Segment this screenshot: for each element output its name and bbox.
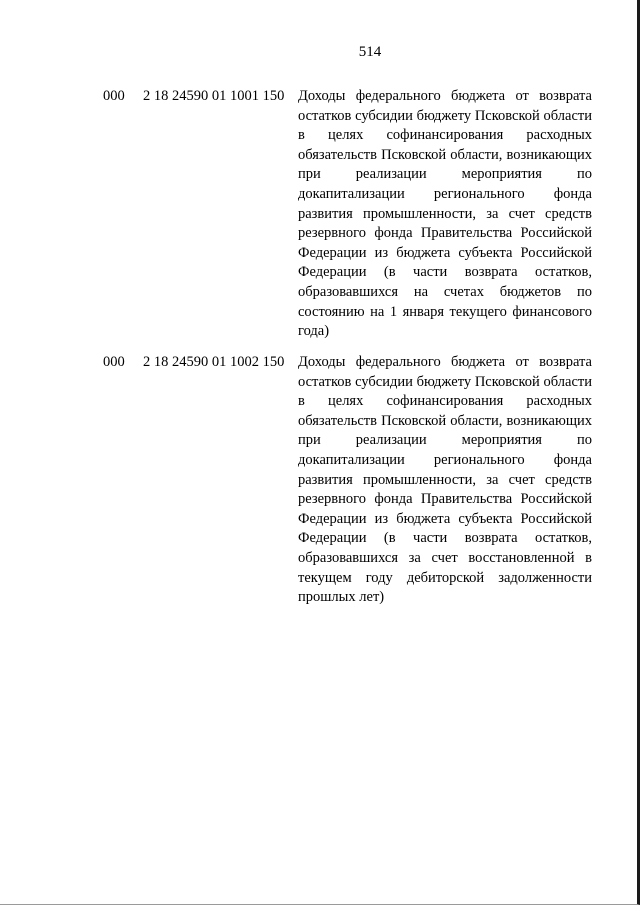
kbk-code: 2 18 24590 01 1002 150 xyxy=(143,354,285,370)
entry-description: Доходы федерального бюджета от возврата остатков субсидии бюджету Псковской области в целях софинансирования расходных обязательств Псковской области, возникающих при реализации мероприятия по докапитализации регионального фонда развития промышленности, за счет средств резервного фонда Правительства Российской Федерации из бюджета субъекта Российской Федерации (в части возврата остатков, образовавшихся на счетах бюджетов по состоянию на 1 января текущего финансового года) xyxy=(298,88,592,340)
entry-description: Доходы федерального бюджета от возврата остатков субсидии бюджету Псковской области в целях софинансирования расходных обязательств Псковской области, возникающих при реализации мероприятия по докапитализации регионального фонда развития промышленности, за счет средств резервного фонда Правительства Российской Федерации из бюджета субъекта Российской Федерации (в части возврата остатков, образовавшихся за счет восстановленной в текущем году дебиторской задолженности прошлых лет) xyxy=(298,354,592,606)
admin-code: 000 xyxy=(103,88,125,104)
page-number: 514 xyxy=(358,44,382,60)
kbk-code: 2 18 24590 01 1001 150 xyxy=(143,88,285,104)
admin-code: 000 xyxy=(103,354,125,370)
